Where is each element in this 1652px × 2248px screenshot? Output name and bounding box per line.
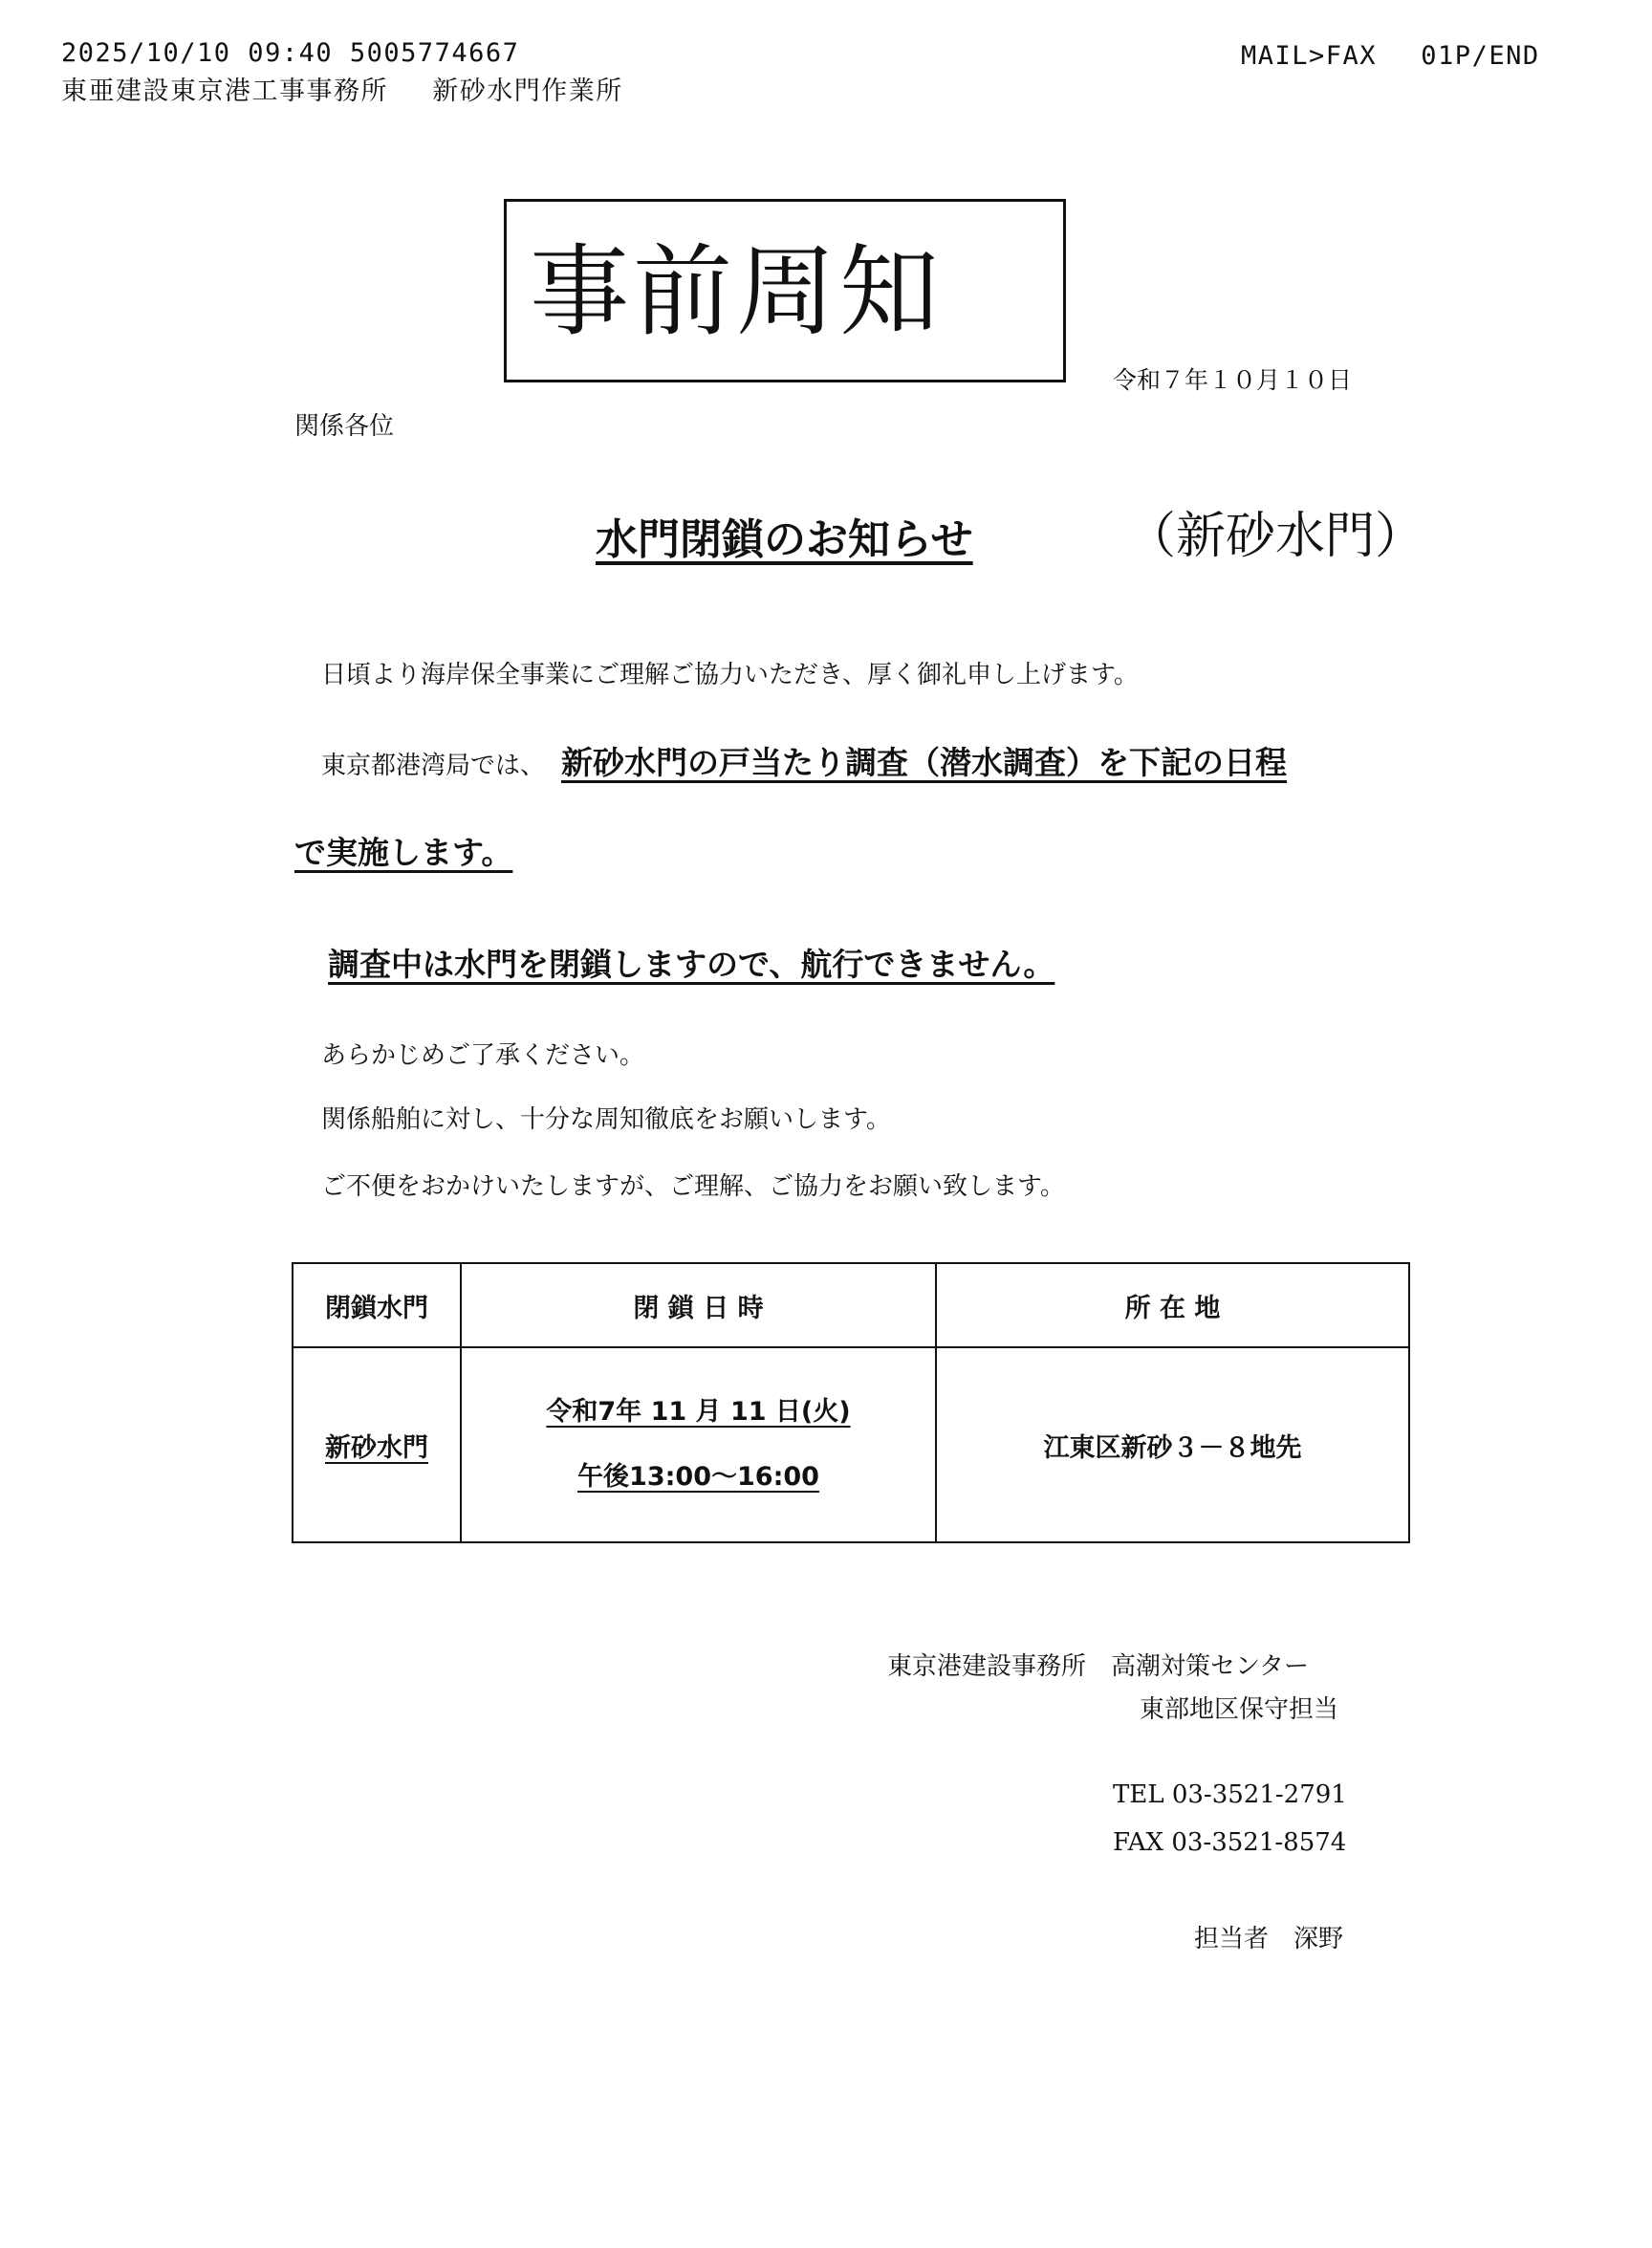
cell-location — [936, 1347, 1409, 1542]
closure-time: 午後13:00～16:00 — [577, 1462, 819, 1492]
header-datetime: 閉 鎖 日 時 — [461, 1263, 936, 1347]
vessel-notice-request: 関係船舶に対し、十分な周知徹底をお願いします。 — [321, 1105, 891, 1134]
signature-tel: TEL 03-3521-2791 — [1113, 1780, 1347, 1809]
signature-section: 東部地区保守担当 — [1140, 1695, 1339, 1724]
table-row — [293, 1347, 1409, 1542]
header-location: 所 在 地 — [936, 1263, 1409, 1347]
page-title: 事前周知 — [530, 233, 944, 350]
fax-transmission-info: 2025/10/10 09:40 5005774667 — [61, 38, 520, 68]
greeting-paragraph: 日頃より海岸保全事業にご理解ご協力いただき、厚く御礼申し上げます。 — [321, 661, 1139, 689]
subject-location: （新砂水門） — [1126, 508, 1425, 565]
fax-page-info: MAIL>FAX 01P/END — [1241, 41, 1540, 71]
cell-datetime — [461, 1347, 936, 1542]
survey-announcement-cont: で実施します。 — [294, 834, 513, 871]
survey-announcement: 新砂水門の戸当たり調査（潜水調査）を下記の日程 — [561, 744, 1287, 781]
closure-date: 令和7年 11 月 11 日(火) — [546, 1397, 851, 1427]
gate-name: 新砂水門 — [325, 1432, 428, 1463]
signature-fax: FAX 03-3521-8574 — [1113, 1828, 1347, 1857]
addressee: 関係各位 — [294, 412, 395, 441]
agency-lead-text: 東京都港湾局では、 — [321, 752, 546, 780]
signature-office: 東京港建設事務所 高潮対策センター — [887, 1652, 1309, 1681]
table-header-row — [293, 1263, 1409, 1347]
signature-contact: 担当者 深野 — [1194, 1925, 1344, 1953]
gate-location: 江東区新砂３－８地先 — [1043, 1432, 1302, 1463]
issue-date: 令和７年１０月１０日 — [1113, 366, 1353, 394]
fax-sender-name: 東亜建設東京港工事事務所 新砂水門作業所 — [61, 76, 623, 106]
closure-warning: 調査中は水門を閉鎖しますので、航行できません。 — [328, 946, 1055, 983]
cell-gate — [293, 1347, 461, 1542]
apology-paragraph: ご不便をおかけいたしますが、ご理解、ご協力をお願い致します。 — [321, 1172, 1065, 1201]
notice-subject: 水門閉鎖のお知らせ — [596, 515, 973, 564]
fax-header — [61, 34, 623, 111]
title-box — [504, 199, 1066, 382]
acknowledge-request: あらかじめご了承ください。 — [321, 1041, 645, 1070]
header-gate: 閉鎖水門 — [293, 1263, 461, 1347]
closure-schedule-table — [292, 1262, 1410, 1543]
